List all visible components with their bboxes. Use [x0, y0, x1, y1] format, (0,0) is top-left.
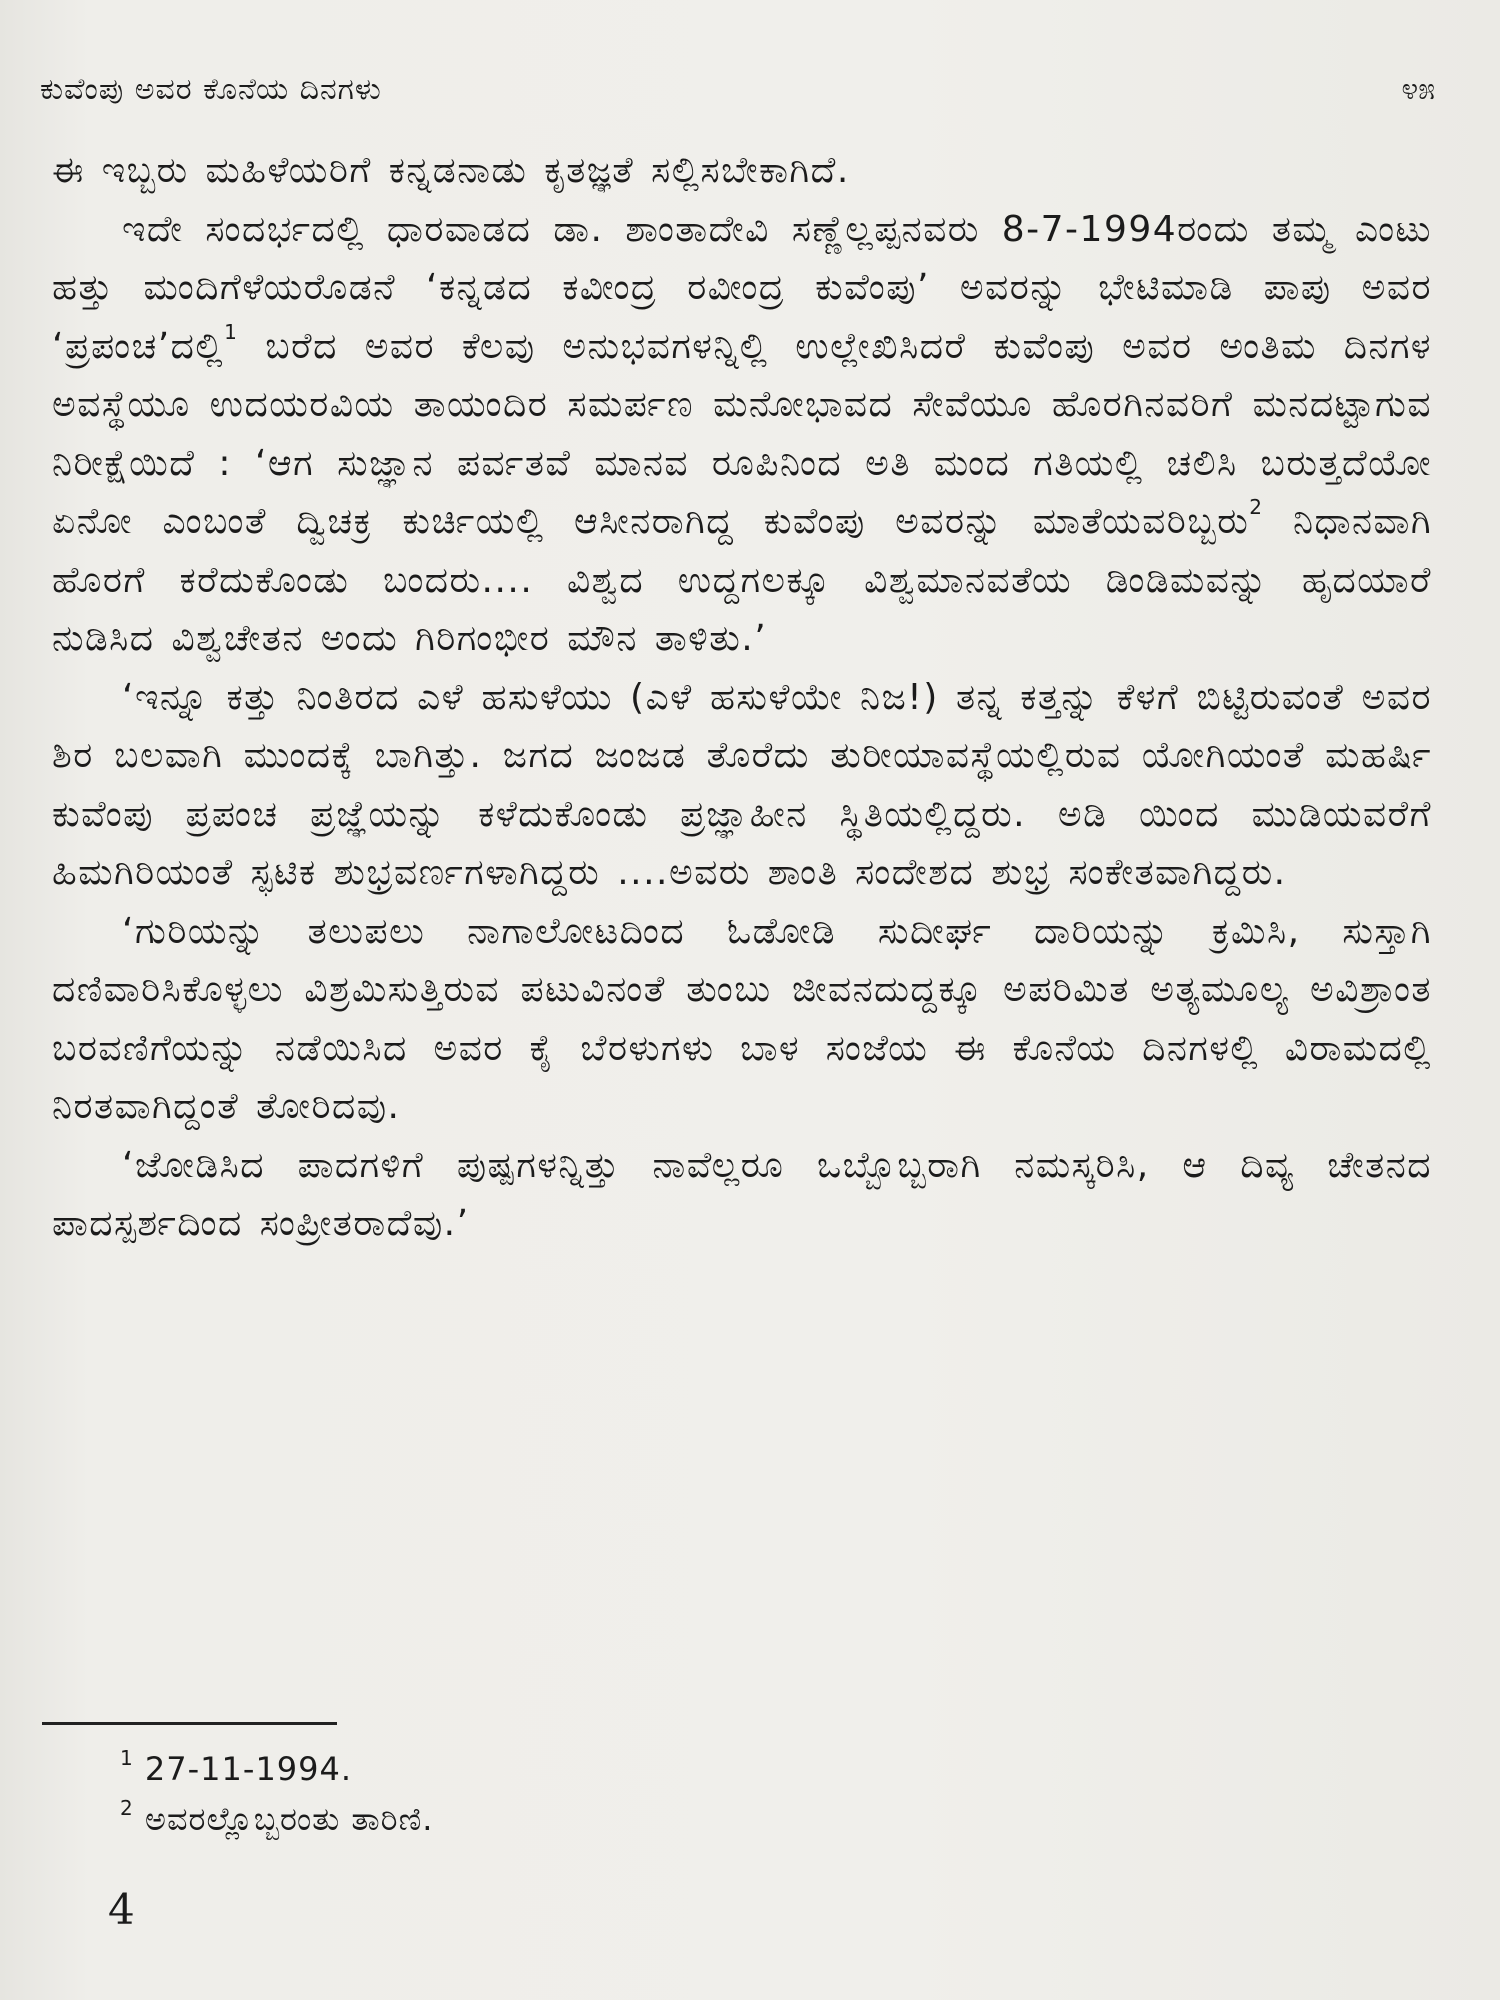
footnote-divider	[42, 1722, 337, 1725]
paragraph-2-text-b: ಬರೆದ ಅವರ ಕೆಲವು ಅನುಭವಗಳನ್ನಿಲ್ಲಿ ಉಲ್ಲೇಖಿಸಿದರೆ ಕುವೆಂಪು ಅವರ ಅಂತಿಮ ದಿನಗಳ ಅವಸ್ಥೆಯೂ ಉದಯರವಿಯ ತಾಯಂದಿರ ಸಮರ್ಪಣ ಮನೋಭಾವದ ಸೇವೆಯೂ ಹೊರಗಿನವರಿಗೆ ಮನದಟ್ಟಾಗುವ ನಿರೀಕ್ಷೆಯಿದೆ : ‘ಆಗ ಸುಜ್ಞಾನ ಪರ್ವತವೆ ಮಾನವ ರೂಪಿನಿಂದ ಅತಿ ಮಂದ ಗತಿಯಲ್ಲಿ ಚಲಿಸಿ ಬರುತ್ತದೆಯೋ ಏನೋ ಎಂಬಂತೆ ದ್ವಿಚಕ್ರ ಕುರ್ಚಿಯಲ್ಲಿ ಆಸೀನರಾಗಿದ್ದ ಕುವೆಂಪು ಅವರನ್ನು ಮಾತೆಯವರಿಬ್ಬರು	[52, 325, 1432, 542]
running-title: ಕುವೆಂಪು ಅವರ ಕೊನೆಯ ದಿನಗಳು	[40, 72, 382, 107]
footnote-2-text: ಅವರಲ್ಲೊಬ್ಬರಂತು ತಾರಿಣಿ.	[144, 1800, 434, 1838]
paragraph-2-text-c: ನಿಧಾನವಾಗಿ ಹೊರಗೆ ಕರೆದುಕೊಂಡು ಬಂದರು.... ವಿಶ್ವದ ಉದ್ದಗಲಕ್ಕೂ ವಿಶ್ವಮಾನವತೆಯ ಡಿಂಡಿಮವನ್ನು ಹೃದಯಾರೆ ನುಡಿಸಿದ ವಿಶ್ವಚೇತನ ಅಂದು ಗಿರಿಗಂಭೀರ ಮೌನ ತಾಳಿತು.’	[52, 501, 1433, 659]
paragraph-3-text: ‘ಇನ್ನೂ ಕತ್ತು ನಿಂತಿರದ ಎಳೆ ಹಸುಳೆಯು (ಎಳೆ ಹಸುಳೆಯೇ ನಿಜ!) ತನ್ನ ಕತ್ತನ್ನು ಕೆಳಗೆ ಬಿಟ್ಟಿರುವಂತೆ ಅವರ ಶಿರ ಬಲವಾಗಿ ಮುಂದಕ್ಕೆ ಬಾಗಿತ್ತು. ಜಗದ ಜಂಜಡ ತೊರೆದು ತುರೀಯಾವಸ್ಥೆಯಲ್ಲಿರುವ ಯೋಗಿಯಂತೆ ಮಹರ್ಷಿ ಕುವೆಂಪು ಪ್ರಪಂಚ ಪ್ರಜ್ಞೆಯನ್ನು ಕಳೆದುಕೊಂಡು ಪ್ರಜ್ಞಾಹೀನ ಸ್ಥಿತಿಯಲ್ಲಿದ್ದರು. ಅಡಿ ಯಿಂದ ಮುಡಿಯವರೆಗೆ ಹಿಮಗಿರಿಯಂತೆ ಸ್ಫಟಿಕ ಶುಭ್ರವರ್ಣಗಳಾಗಿದ್ದರು ....ಅವರು ಶಾಂತಿ ಸಂದೇಶದ ಶುಭ್ರ ಸಂಕೇತವಾಗಿದ್ದರು.	[52, 676, 1432, 893]
body-text	[52, 142, 1432, 1254]
paragraph-4-text: ‘ಗುರಿಯನ್ನು ತಲುಪಲು ನಾಗಾಲೋಟದಿಂದ ಓಡೋಡಿ ಸುದೀರ್ಘ ದಾರಿಯನ್ನು ಕ್ರಮಿಸಿ, ಸುಸ್ತಾಗಿ ದಣಿವಾರಿಸಿಕೊಳ್ಳಲು ವಿಶ್ರಮಿಸುತ್ತಿರುವ ಪಟುವಿನಂತೆ ತುಂಬು ಜೀವನದುದ್ದಕ್ಕೂ ಅಪರಿಮಿತ ಅತ್ಯಮೂಲ್ಯ ಅವಿಶ್ರಾಂತ ಬರವಣಿಗೆಯನ್ನು ನಡೆಯಿಸಿದ ಅವರ ಕೈ ಬೆರಳುಗಳು ಬಾಳ ಸಂಜೆಯ ಈ ಕೊನೆಯ ದಿನಗಳಲ್ಲಿ ವಿರಾಮದಲ್ಲಿ ನಿರತವಾಗಿದ್ದಂತೆ ತೋರಿದವು.	[52, 910, 1432, 1127]
footnote-ref-2: 2	[1249, 495, 1264, 519]
paragraph-2	[52, 201, 1432, 669]
footnotes	[120, 1744, 1320, 1844]
footnote-ref-1: 1	[224, 319, 239, 344]
paragraph-5	[52, 1137, 1432, 1254]
footnote-1-text: 27-11-1994.	[144, 1750, 353, 1788]
footnote-1-marker: 1	[120, 1746, 134, 1770]
footnote-1	[120, 1744, 1320, 1794]
paragraph-3	[52, 669, 1432, 903]
footnote-2-marker: 2	[120, 1796, 134, 1820]
paragraph-5-text: ‘ಜೋಡಿಸಿದ ಪಾದಗಳಿಗೆ ಪುಷ್ಪಗಳನ್ನಿತ್ತು ನಾವೆಲ್ಲರೂ ಒಬ್ಬೊಬ್ಬರಾಗಿ ನಮಸ್ಕರಿಸಿ, ಆ ದಿವ್ಯ ಚೇತನದ ಪಾದಸ್ಪರ್ಶದಿಂದ ಸಂಪ್ರೀತರಾದೆವು.’	[52, 1144, 1432, 1244]
paragraph-2-text-a: ಇದೇ ಸಂದರ್ಭದಲ್ಲಿ ಧಾರವಾಡದ ಡಾ. ಶಾಂತಾದೇವಿ ಸಣ್ಣೆಲ್ಲಪ್ಪನವರು 8-7-1994ರಂದು ತಮ್ಮ ಎಂಟು ಹತ್ತು ಮಂದಿಗೆಳೆಯರೊಡನೆ ‘ಕನ್ನಡದ ಕವೀಂದ್ರ ರವೀಂದ್ರ ಕುವೆಂಪು’ ಅವರನ್ನು ಭೇಟಿಮಾಡಿ ಪಾಪು ಅವರ ‘ಪ್ರಪಂಚ’ದಲ್ಲಿ	[52, 208, 1432, 367]
paragraph-1	[52, 142, 1432, 201]
paragraph-4	[52, 903, 1432, 1137]
page-number: 4	[108, 1885, 135, 1934]
page-number-kannada: ೪೫	[1401, 72, 1435, 107]
paragraph-1-text: ಈ ಇಬ್ಬರು ಮಹಿಳೆಯರಿಗೆ ಕನ್ನಡನಾಡು ಕೃತಜ್ಞತೆ ಸಲ್ಲಿಸಬೇಕಾಗಿದೆ.	[52, 150, 850, 191]
running-head	[40, 72, 1435, 122]
footnote-2	[120, 1794, 1320, 1844]
